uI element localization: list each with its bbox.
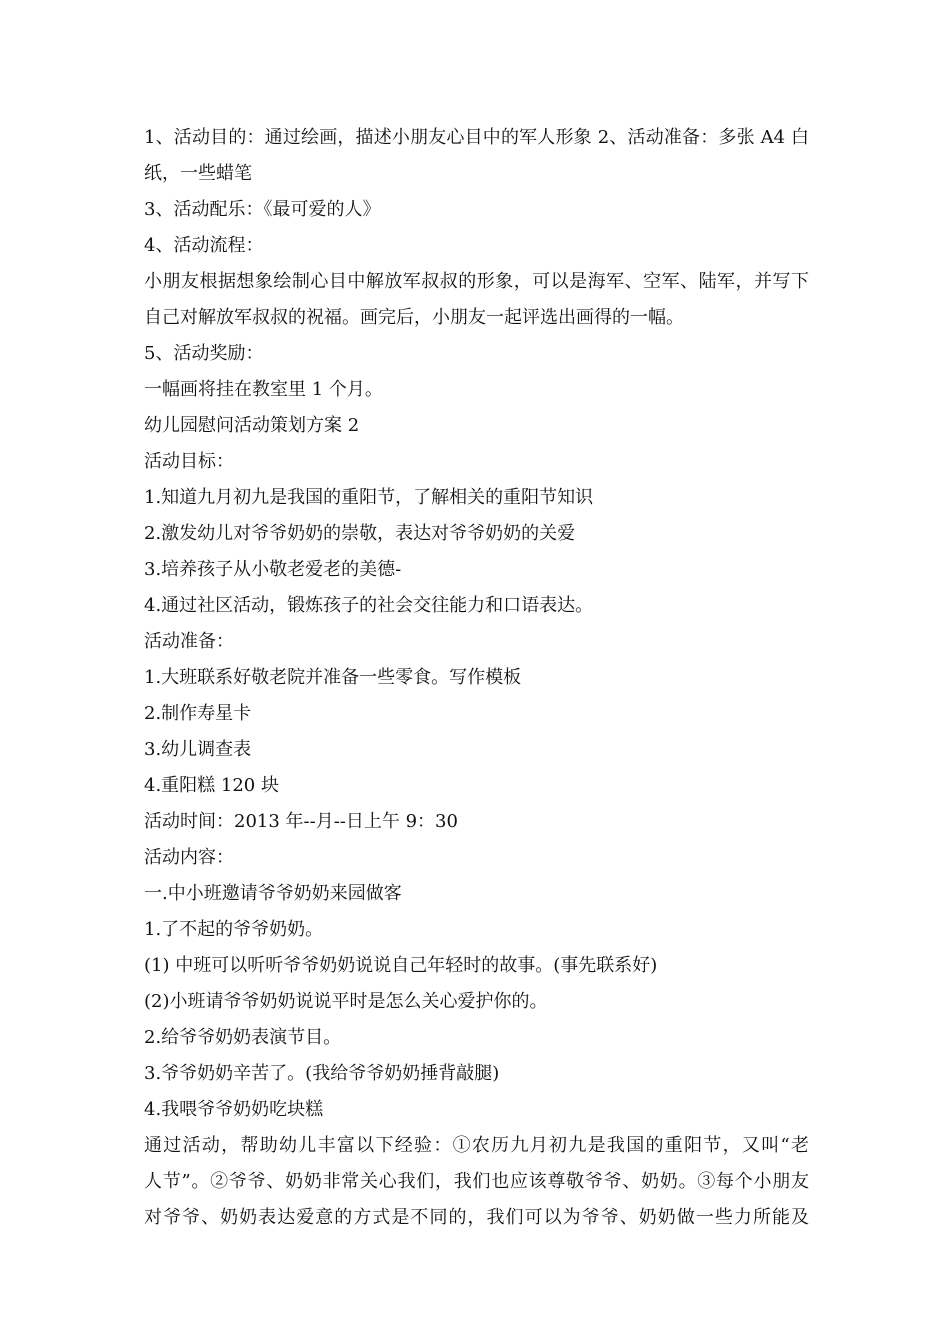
text-line: 小朋友根据想象绘制心目中解放军叔叔的形象，可以是海军、空军、陆军，并写下 [144,271,809,292]
text-line: 活动目标： [144,451,234,472]
list-item: 1.知道九月初九是我国的重阳节，了解相关的重阳节知识 [144,487,594,508]
text-line: 纸，一些蜡笔 [144,163,252,184]
list-item: 3.培养孩子从小敬老爱老的美德- [144,559,402,580]
list-item: 3.爷爷奶奶辛苦了。(我给爷爷奶奶捶背敲腿) [144,1063,500,1084]
list-item: 2.给爷爷奶奶表演节目。 [144,1027,342,1048]
text-line: 对爷爷、奶奶表达爱意的方式是不同的，我们可以为爷爷、奶奶做一些力所能及 [144,1207,809,1228]
text-line: 人节”。②爷爷、奶奶非常关心我们，我们也应该尊敬爷爷、奶奶。③每个小朋友 [144,1171,809,1192]
text-line: 3、活动配乐：《最可爱的人》 [144,199,381,220]
paragraph-activity-process [144,264,809,336]
list-item: 1.了不起的爷爷奶奶。 [144,919,324,940]
paragraph-experience [144,1128,809,1236]
list-item: (2)小班请爷爷奶奶说说平时是怎么关心爱护你的。 [144,991,548,1012]
list-item: 4.我喂爷爷奶奶吃块糕 [144,1099,324,1120]
text-line: 1、活动目的：通过绘画，描述小朋友心目中的军人形象 2、活动准备：多张 A4 白 [144,127,809,148]
list-item: 1.大班联系好敬老院并准备一些零食。写作模板 [144,667,522,688]
paragraph-activity-purpose [144,120,809,192]
text-line: 一幅画将挂在教室里 1 个月。 [144,379,383,400]
list-item: 4.通过社区活动，锻炼孩子的社会交往能力和口语表达。 [144,595,594,616]
list-item: 3.幼儿调查表 [144,739,252,760]
section-title: 幼儿园慰问活动策划方案 2 [144,415,360,436]
list-item: (1) 中班可以听听爷爷奶奶说说自己年轻时的故事。(事先联系好) [144,955,658,976]
text-line: 自己对解放军叔叔的祝福。画完后，小朋友一起评选出画得的一幅。 [144,307,684,328]
text-line: 活动时间：2013 年--月--日上午 9：30 [144,811,458,832]
list-item: 2.激发幼儿对爷爷奶奶的崇敬，表达对爷爷奶奶的关爱 [144,523,576,544]
document-body [144,120,809,1236]
text-line: 5、活动奖励： [144,343,264,364]
list-item: 2.制作寿星卡 [144,703,252,724]
text-line: 活动准备： [144,631,234,652]
text-line: 活动内容： [144,847,234,868]
text-line: 4、活动流程： [144,235,264,256]
list-item: 4.重阳糕 120 块 [144,775,279,796]
text-line: 一.中小班邀请爷爷奶奶来园做客 [144,883,402,904]
text-line: 通过活动，帮助幼儿丰富以下经验：①农历九月初九是我国的重阳节，又叫“老 [144,1135,809,1156]
